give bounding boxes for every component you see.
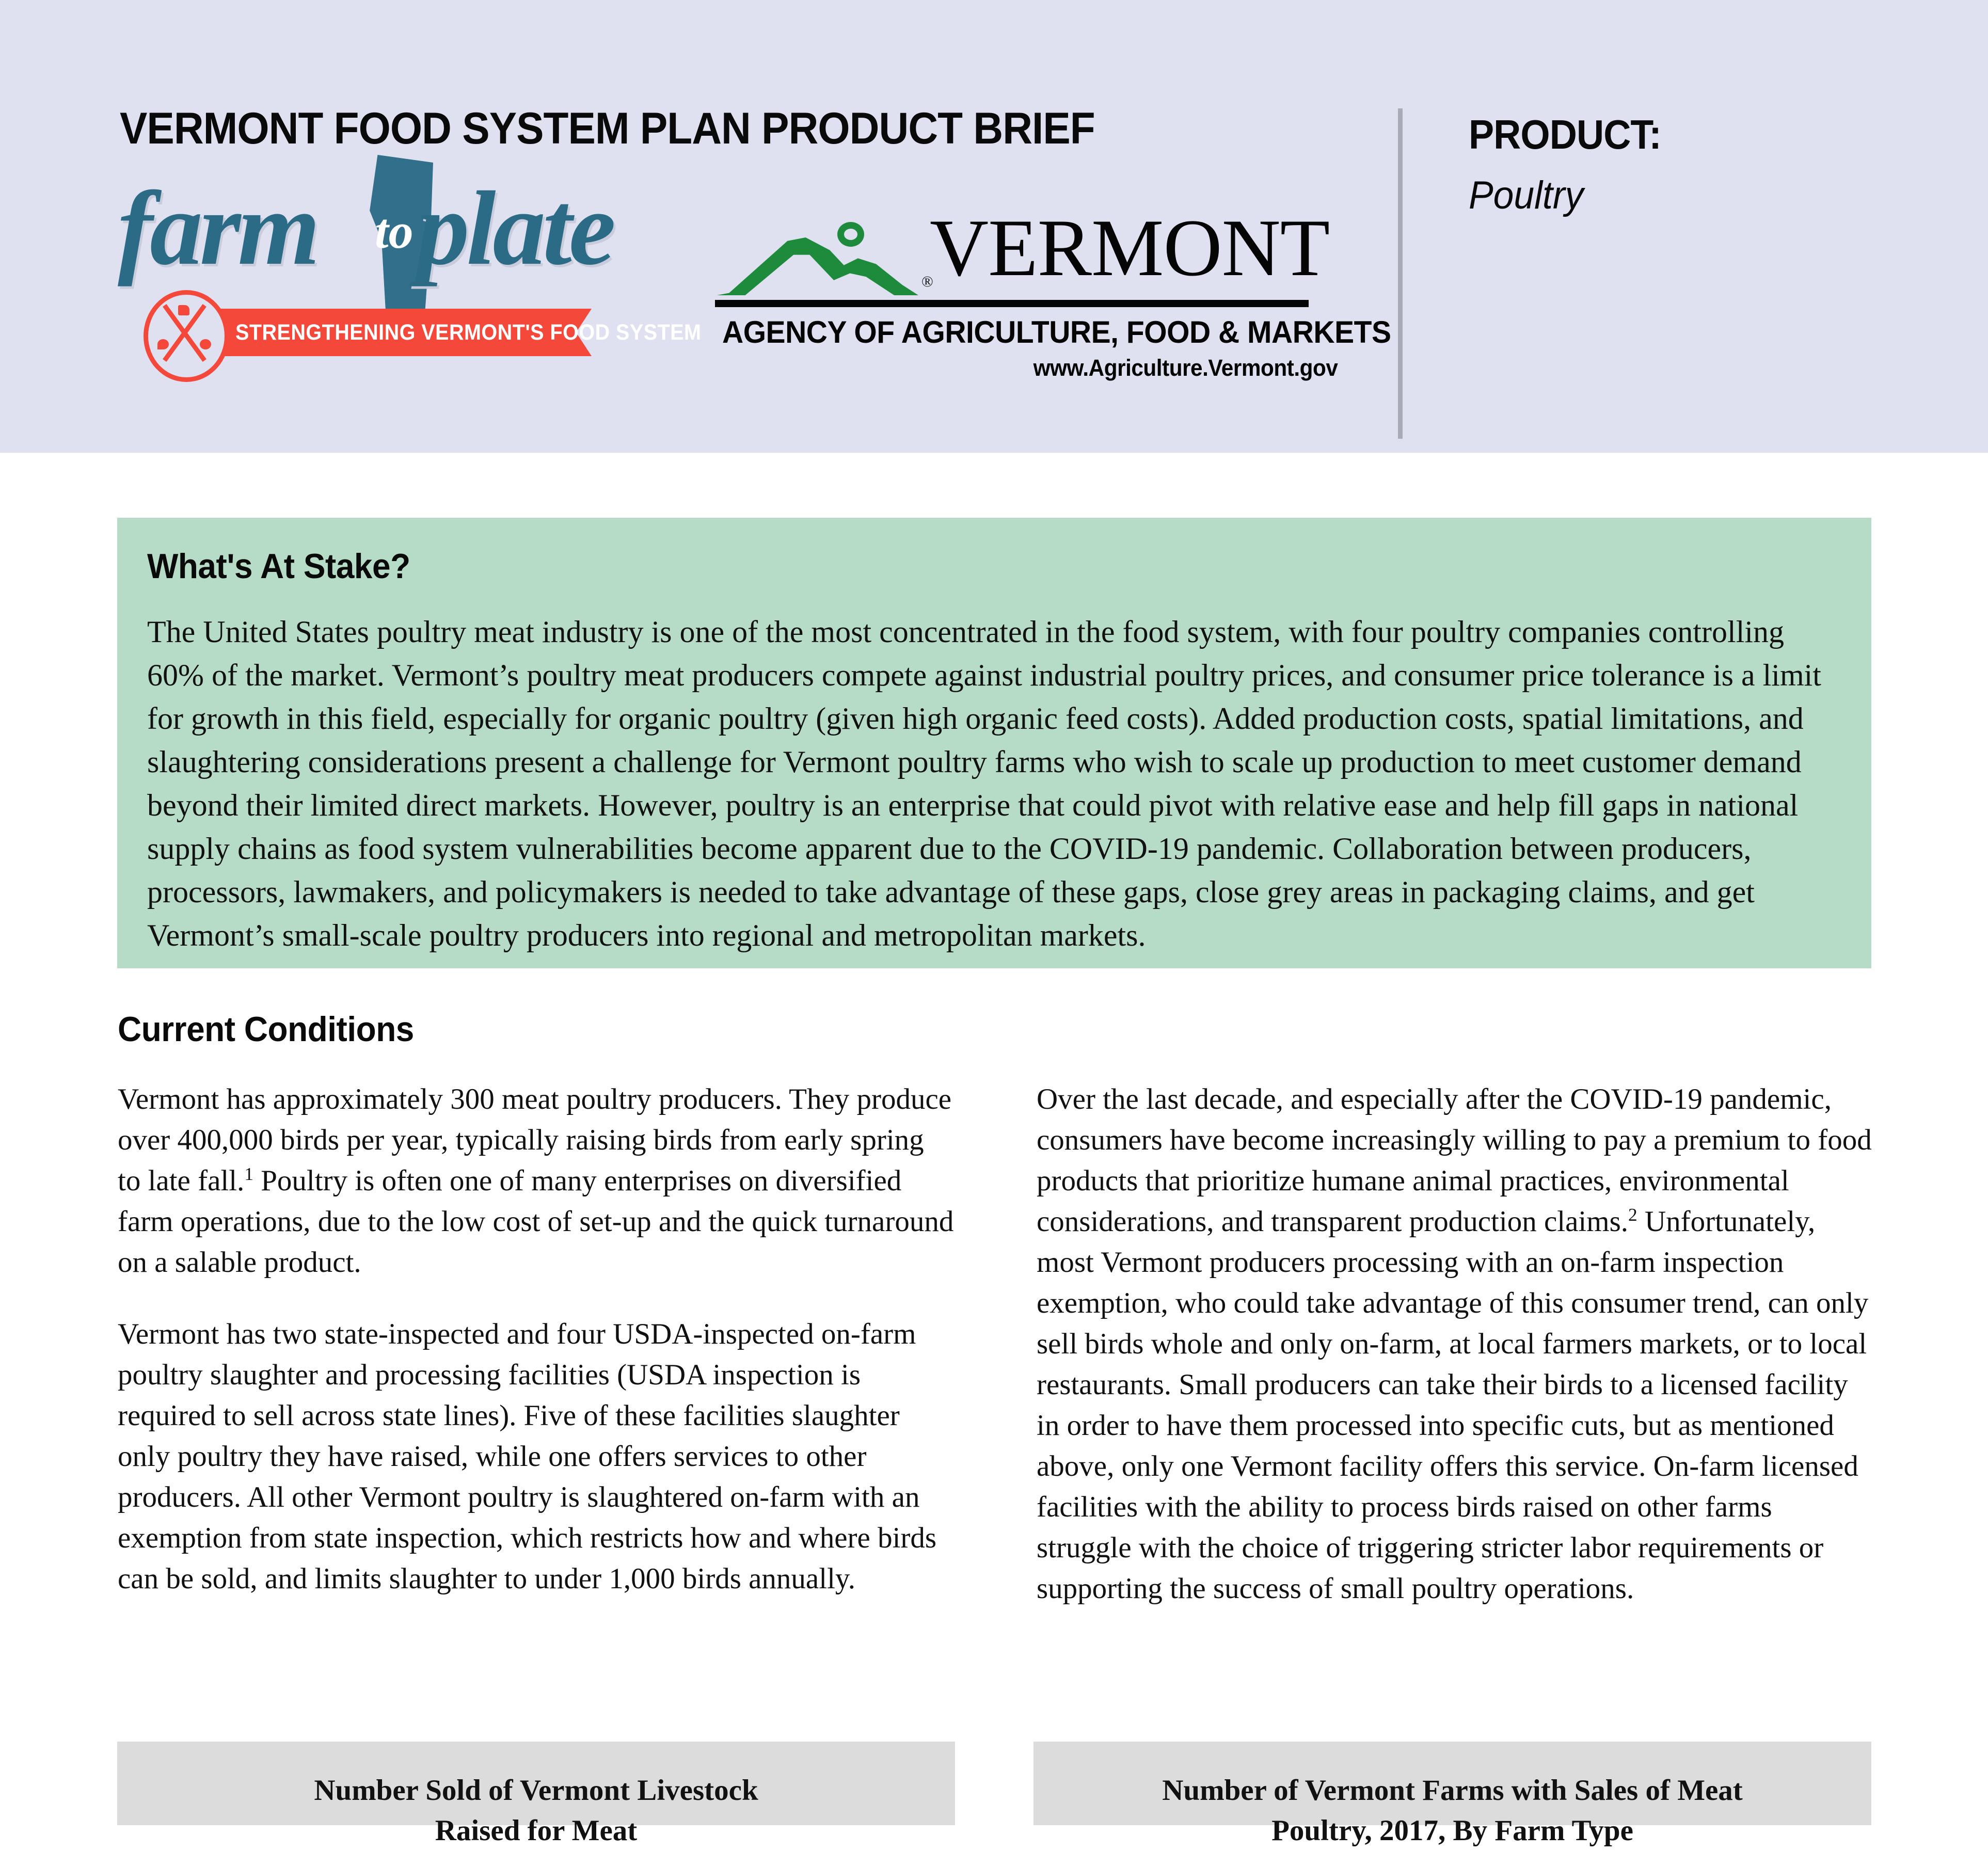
mountain-shape: [717, 237, 918, 295]
sun-icon: [837, 222, 864, 247]
product-label: PRODUCT:: [1469, 111, 1661, 157]
vermont-logo-rule: [715, 300, 1309, 307]
chart-right-title: [1033, 1742, 1871, 1851]
chart-right-title-line2: Poultry, 2017, By Farm Type: [1271, 1814, 1633, 1847]
chart-left-title-line2: Raised for Meat: [435, 1814, 638, 1847]
vermont-agency-logo: [715, 203, 1391, 381]
vermont-agency-name: AGENCY OF AGRICULTURE, FOOD & MARKETS: [722, 315, 1391, 349]
farm-to-plate-wordmark: [118, 170, 613, 287]
chart-box-right: [1033, 1742, 1871, 1847]
vermont-agency-url: www.Agriculture.Vermont.gov: [1033, 355, 1338, 381]
farm-to-plate-tagline: STRENGTHENING VERMONT'S FOOD SYSTEM: [235, 320, 702, 345]
fork-knife-seal-icon: [144, 290, 229, 382]
leaf-icon: [157, 339, 169, 349]
right-column-paragraph-1: [1037, 1079, 1873, 1609]
left-column-paragraph-2: Vermont has two state-inspected and four USDA-inspected on-farm poultry slaughter and processing facilities (USDA inspection is required to sell across state lines). Five of these facilities slaughter only poultry they have raised, while one offers services to other producers. All other Vermont poultry is slaughtered on-farm with an exemption from state inspection, which restricts how and where birds can be sold, and limits slaughter to under 1,000 birds annually.: [118, 1318, 937, 1595]
vermont-wordmark: VERMONT: [930, 203, 1330, 293]
product-value: Poultry: [1469, 173, 1584, 217]
chart-left-title: [117, 1742, 955, 1851]
page-header-band: [0, 0, 1988, 453]
vermont-mountain-icon: [715, 222, 921, 297]
right-p1-text-b: Unfortunately, most Vermont producers processing with an on-farm inspection exemption, who could take advantage of this consumer trend, can only sell birds whole and only on-farm, at local farmers markets, or to local restaurants. Small producers can take their birds to a licensed facility in order to have them processed into specific cuts, but as mentioned above, only one Vermont facility offers this service. On-farm licensed facilities with the ability to process birds raised on other farms struggle with the choice of triggering stricter labor requirements or supporting the success of small poultry operations.: [1037, 1205, 1869, 1605]
header-vertical-divider: [1398, 108, 1403, 439]
farm-to-plate-logo: [118, 170, 702, 382]
cow-icon: [178, 305, 189, 315]
product-block: [1469, 111, 1678, 218]
current-conditions-right-column: [1037, 1079, 1873, 1609]
chart-box-left: [117, 1742, 955, 1847]
farm-to-plate-word-plate: plate: [417, 170, 613, 287]
whats-at-stake-box: [117, 518, 1871, 968]
left-p1-text-a: Vermont has approximately 300 meat poultry producers. They produce over 400,000 birds per year, typically raising birds from early spring to late fall.: [118, 1083, 952, 1197]
page-title: VERMONT FOOD SYSTEM PLAN PRODUCT BRIEF: [120, 104, 1095, 153]
left-p1-text-b: Poultry is often one of many enterprises on diversified farm operations, due to the low cost of set-up and the quick turnaround on a salable product.: [118, 1164, 954, 1279]
current-conditions-left-column: [118, 1079, 954, 1609]
farm-to-plate-word-farm: farm: [118, 170, 317, 287]
farm-to-plate-word-to: to: [375, 203, 413, 259]
right-p1-text-a: Over the last decade, and especially after the COVID-19 pandemic, consumers have become increasingly willing to pay a premium to food products that prioritize humane animal practices, environmental considerations, and transparent production claims.: [1037, 1083, 1872, 1238]
left-column-paragraph-1: [118, 1079, 954, 1283]
chart-left-title-line1: Number Sold of Vermont Livestock: [314, 1774, 758, 1807]
footnote-marker-2: 2: [1628, 1205, 1637, 1225]
chart-right-title-line1: Number of Vermont Farms with Sales of Meat: [1162, 1774, 1743, 1807]
registered-trademark-icon: ®: [921, 273, 933, 290]
whats-at-stake-body: The United States poultry meat industry is one of the most concentrated in the food system, with four poultry companies controlling 60% of the market. Vermont’s poultry meat producers compete against industrial poultry prices, and consumer price tolerance is a limit for growth in this field, especially for organic poultry (given high organic feed costs). Added production costs, spatial limitations, and slaughtering considerations present a challenge for Vermont poultry farms who wish to scale up production to meet customer demand beyond their limited direct markets. However, poultry is an enterprise that could pivot with relative ease and help fill gaps in national supply chains as food system vulnerabilities become apparent due to the COVID-19 pandemic. Collaboration between producers, processors, lawmakers, and policymakers is needed to take advantage of these gaps, close grey areas in packaging claims, and get Vermont’s small-scale poultry producers into regional and metropolitan markets.: [147, 615, 1821, 952]
current-conditions-columns: [118, 1079, 1873, 1609]
current-conditions-heading: Current Conditions: [118, 1010, 414, 1049]
whats-at-stake-heading: What's At Stake?: [147, 547, 410, 586]
apple-icon: [200, 339, 211, 349]
footnote-marker-1: 1: [244, 1164, 253, 1184]
